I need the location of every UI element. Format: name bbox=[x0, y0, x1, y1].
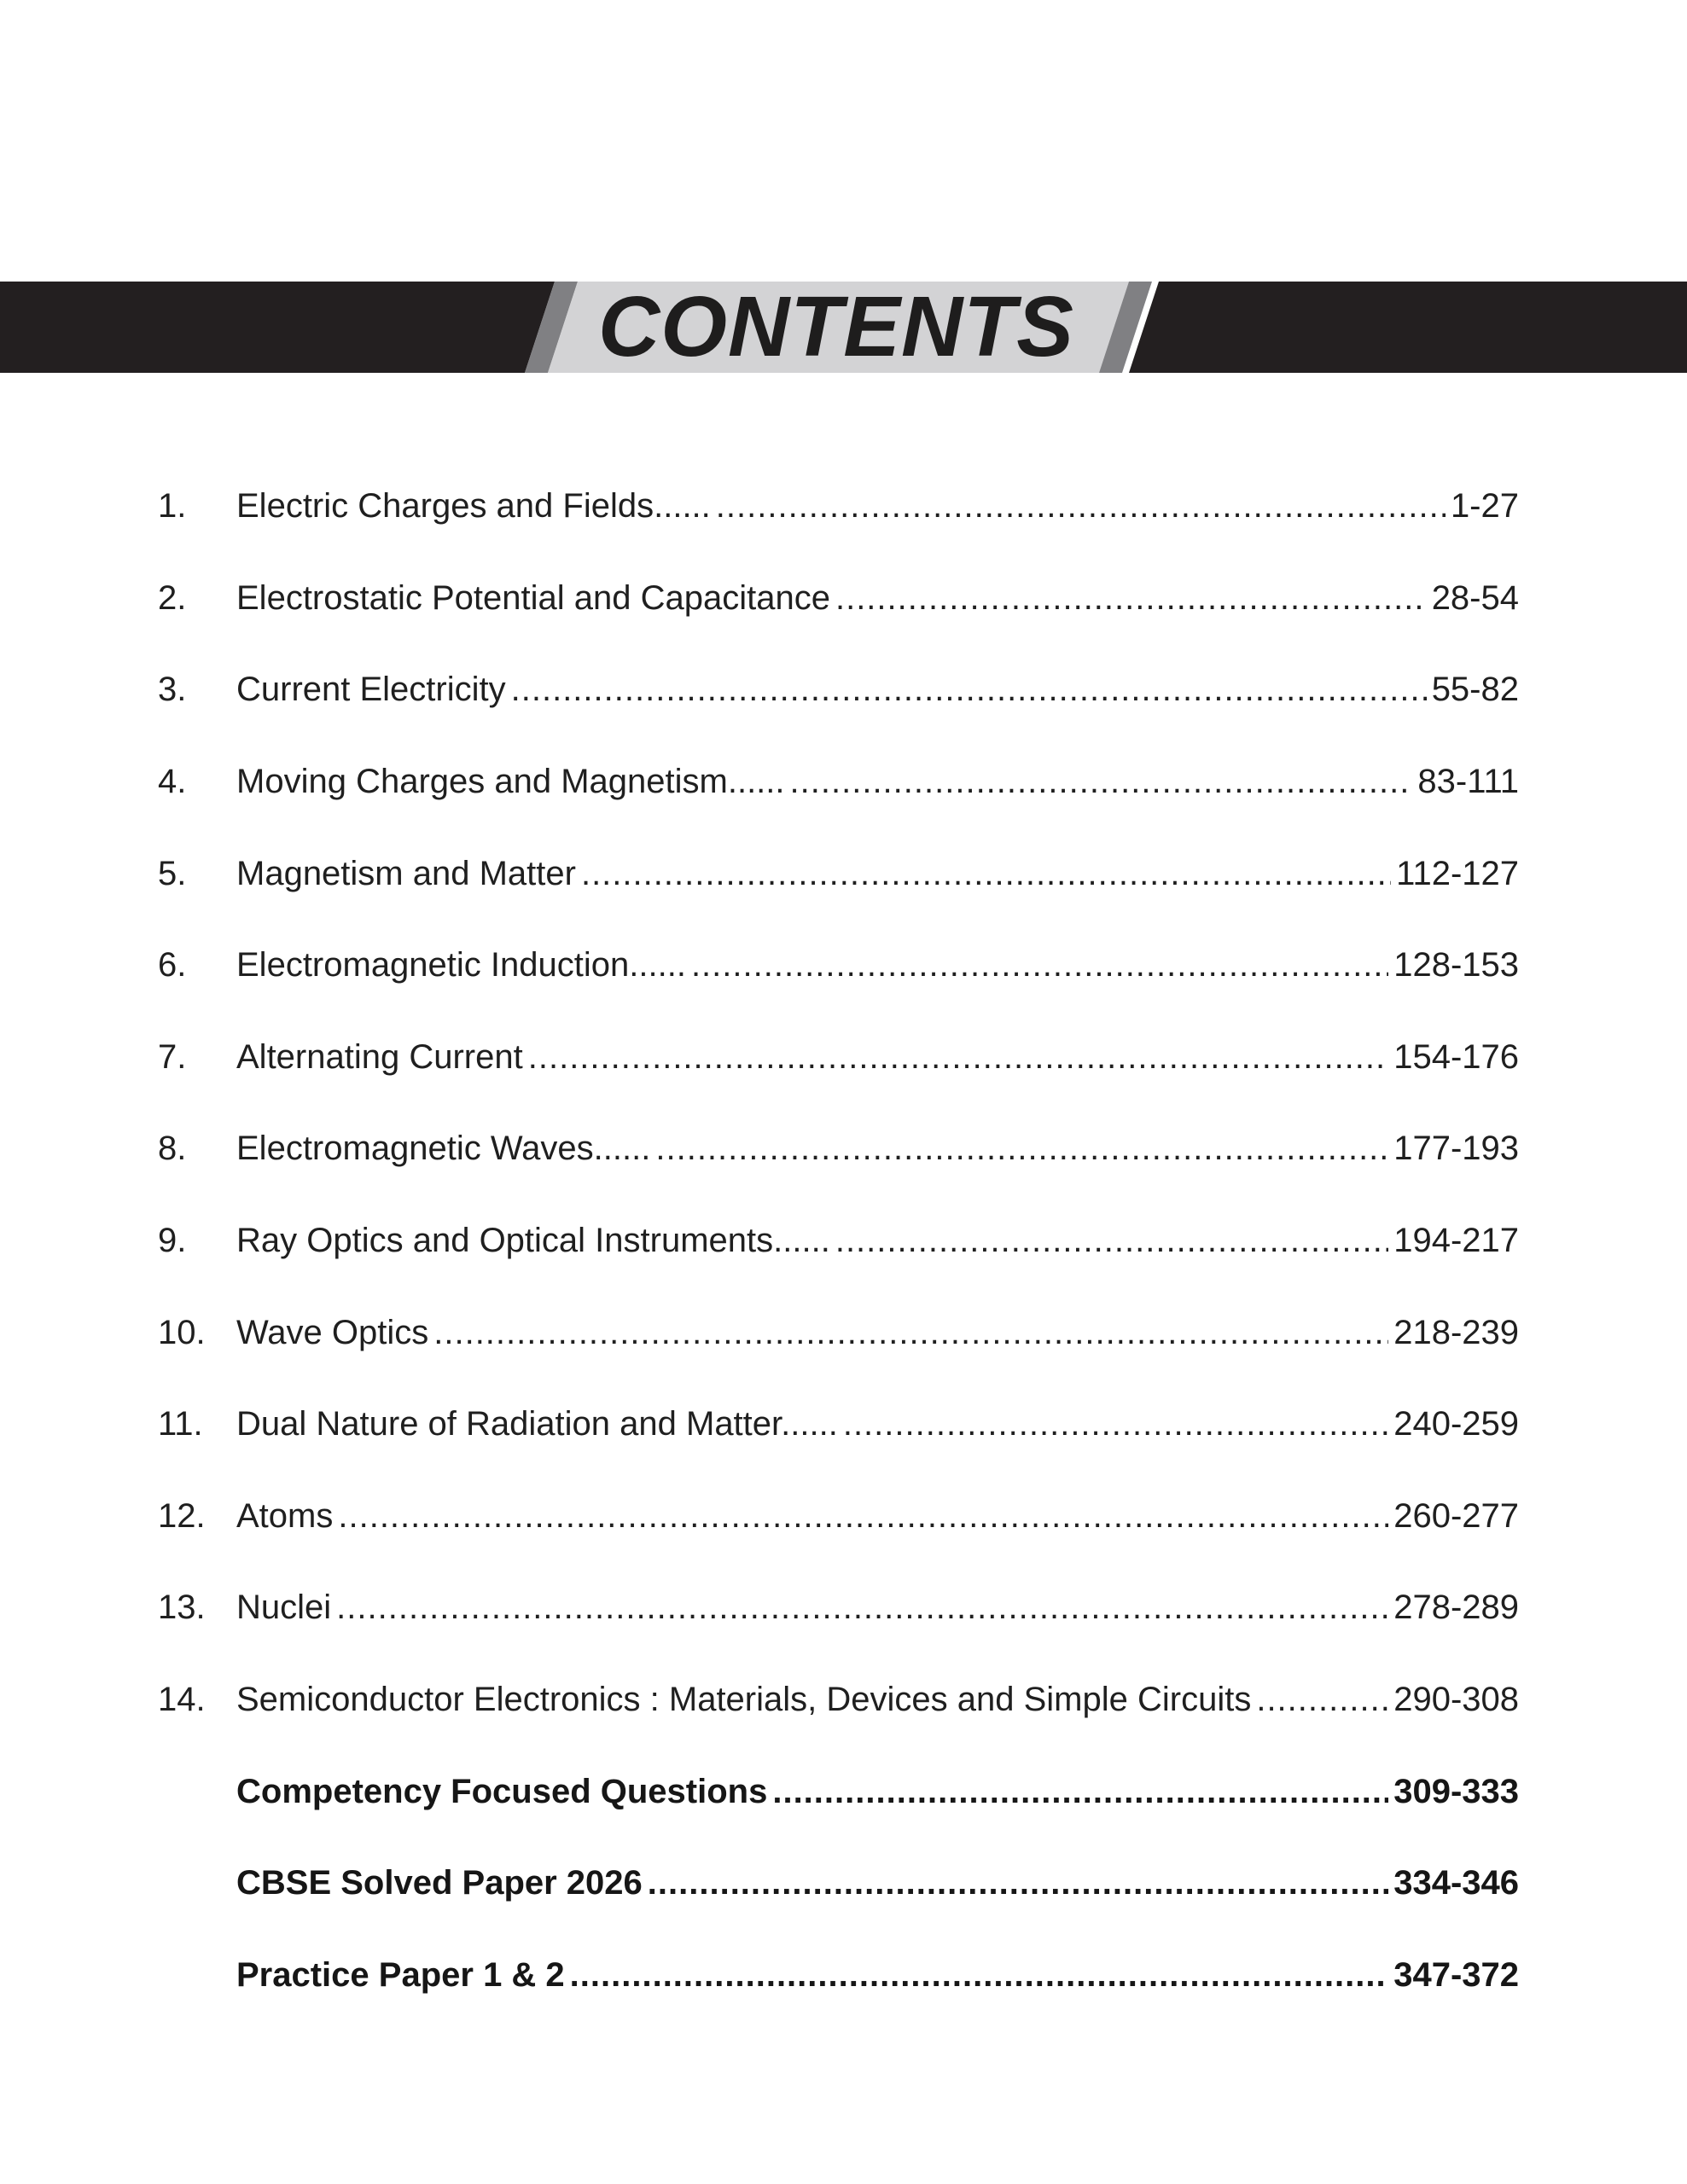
toc-extra-solved-paper[interactable] bbox=[158, 1838, 1519, 1930]
toc-extra-practice-paper[interactable] bbox=[158, 1930, 1519, 2022]
dot-leader bbox=[511, 671, 1427, 709]
dot-leader bbox=[790, 763, 1413, 801]
dot-leader bbox=[691, 946, 1388, 985]
page-range: 1-27 bbox=[1450, 487, 1519, 526]
contents-banner bbox=[0, 279, 1687, 375]
page-range: 154-176 bbox=[1393, 1037, 1519, 1076]
page-range: 278-289 bbox=[1393, 1589, 1519, 1627]
toc-row-5[interactable] bbox=[158, 828, 1519, 920]
page-range: 112-127 bbox=[1396, 854, 1519, 892]
chapter-title: Nuclei bbox=[236, 1589, 332, 1627]
page-range: 177-193 bbox=[1393, 1130, 1519, 1168]
page-range: 334-346 bbox=[1393, 1864, 1519, 1902]
chapter-title: Electric Charges and Fields...... bbox=[236, 487, 711, 526]
chapter-number: 13. bbox=[158, 1589, 206, 1627]
toc-row-14[interactable] bbox=[158, 1654, 1519, 1746]
toc-row-4[interactable] bbox=[158, 736, 1519, 828]
toc-row-9[interactable] bbox=[158, 1195, 1519, 1287]
dot-leader bbox=[1256, 1681, 1388, 1719]
toc-row-8[interactable] bbox=[158, 1103, 1519, 1195]
dot-leader bbox=[716, 487, 1446, 526]
page-range: 194-217 bbox=[1393, 1222, 1519, 1260]
chapter-number: 1. bbox=[158, 487, 187, 526]
chapter-title: Moving Charges and Magnetism...... bbox=[236, 763, 785, 801]
chapter-number: 9. bbox=[158, 1222, 187, 1260]
dot-leader bbox=[835, 1222, 1388, 1260]
chapter-title: Wave Optics bbox=[236, 1313, 429, 1351]
chapter-title: Dual Nature of Radiation and Matter...... bbox=[236, 1405, 838, 1443]
chapter-number: 12. bbox=[158, 1496, 206, 1535]
chapter-title: Current Electricity bbox=[236, 671, 506, 709]
section-title: CBSE Solved Paper 2026 bbox=[236, 1864, 643, 1902]
chapter-title: Alternating Current bbox=[236, 1037, 523, 1076]
toc-row-10[interactable] bbox=[158, 1287, 1519, 1379]
chapter-title: Electromagnetic Waves...... bbox=[236, 1130, 651, 1168]
chapter-number: 10. bbox=[158, 1313, 206, 1351]
toc-row-13[interactable] bbox=[158, 1562, 1519, 1654]
table-of-contents bbox=[158, 461, 1519, 2021]
page-range: 240-259 bbox=[1393, 1405, 1519, 1443]
chapter-title: Semiconductor Electronics : Materials, Devices and Simple Circuits bbox=[236, 1681, 1252, 1719]
page-range: 309-333 bbox=[1393, 1772, 1519, 1810]
chapter-number: 6. bbox=[158, 946, 187, 985]
page-range: 83-111 bbox=[1417, 763, 1519, 801]
banner-left-bar bbox=[0, 282, 555, 373]
dot-leader bbox=[581, 855, 1391, 893]
dot-leader bbox=[336, 1589, 1388, 1627]
chapter-number: 3. bbox=[158, 671, 187, 709]
page-range: 260-277 bbox=[1393, 1496, 1519, 1535]
toc-extra-competency[interactable] bbox=[158, 1745, 1519, 1838]
chapter-title: Atoms bbox=[236, 1496, 334, 1535]
toc-row-3[interactable] bbox=[158, 644, 1519, 736]
toc-row-12[interactable] bbox=[158, 1471, 1519, 1563]
dot-leader bbox=[655, 1130, 1388, 1168]
page-range: 347-372 bbox=[1393, 1955, 1519, 1994]
dot-leader bbox=[338, 1497, 1388, 1536]
chapter-number: 14. bbox=[158, 1681, 206, 1719]
section-title: Competency Focused Questions bbox=[236, 1772, 768, 1810]
chapter-number: 7. bbox=[158, 1037, 187, 1076]
chapter-title: Magnetism and Matter bbox=[236, 854, 576, 892]
page-title: CONTENTS bbox=[598, 279, 1074, 375]
chapter-number: 8. bbox=[158, 1130, 187, 1168]
toc-row-6[interactable] bbox=[158, 920, 1519, 1012]
toc-row-1[interactable] bbox=[158, 461, 1519, 553]
chapter-number: 11. bbox=[158, 1405, 203, 1443]
toc-row-2[interactable] bbox=[158, 553, 1519, 645]
chapter-title: Ray Optics and Optical Instruments...... bbox=[236, 1222, 830, 1260]
toc-row-7[interactable] bbox=[158, 1012, 1519, 1104]
dot-leader bbox=[433, 1314, 1388, 1352]
chapter-number: 5. bbox=[158, 854, 187, 892]
banner-right-bar bbox=[1129, 282, 1687, 373]
dot-leader bbox=[570, 1956, 1389, 1995]
page-range: 28-54 bbox=[1431, 578, 1519, 617]
page-range: 290-308 bbox=[1393, 1681, 1519, 1719]
dot-leader bbox=[772, 1773, 1388, 1811]
section-title: Practice Paper 1 & 2 bbox=[236, 1955, 565, 1994]
dot-leader bbox=[843, 1405, 1388, 1443]
page-range: 55-82 bbox=[1431, 671, 1519, 709]
chapter-title: Electromagnetic Induction...... bbox=[236, 946, 686, 985]
chapter-number: 2. bbox=[158, 578, 187, 617]
dot-leader bbox=[648, 1864, 1388, 1902]
page-range: 128-153 bbox=[1393, 946, 1519, 985]
page-range: 218-239 bbox=[1393, 1313, 1519, 1351]
chapter-number: 4. bbox=[158, 763, 187, 801]
toc-row-11[interactable] bbox=[158, 1379, 1519, 1471]
chapter-title: Electrostatic Potential and Capacitance bbox=[236, 578, 830, 617]
dot-leader bbox=[528, 1038, 1388, 1077]
dot-leader bbox=[835, 579, 1427, 618]
